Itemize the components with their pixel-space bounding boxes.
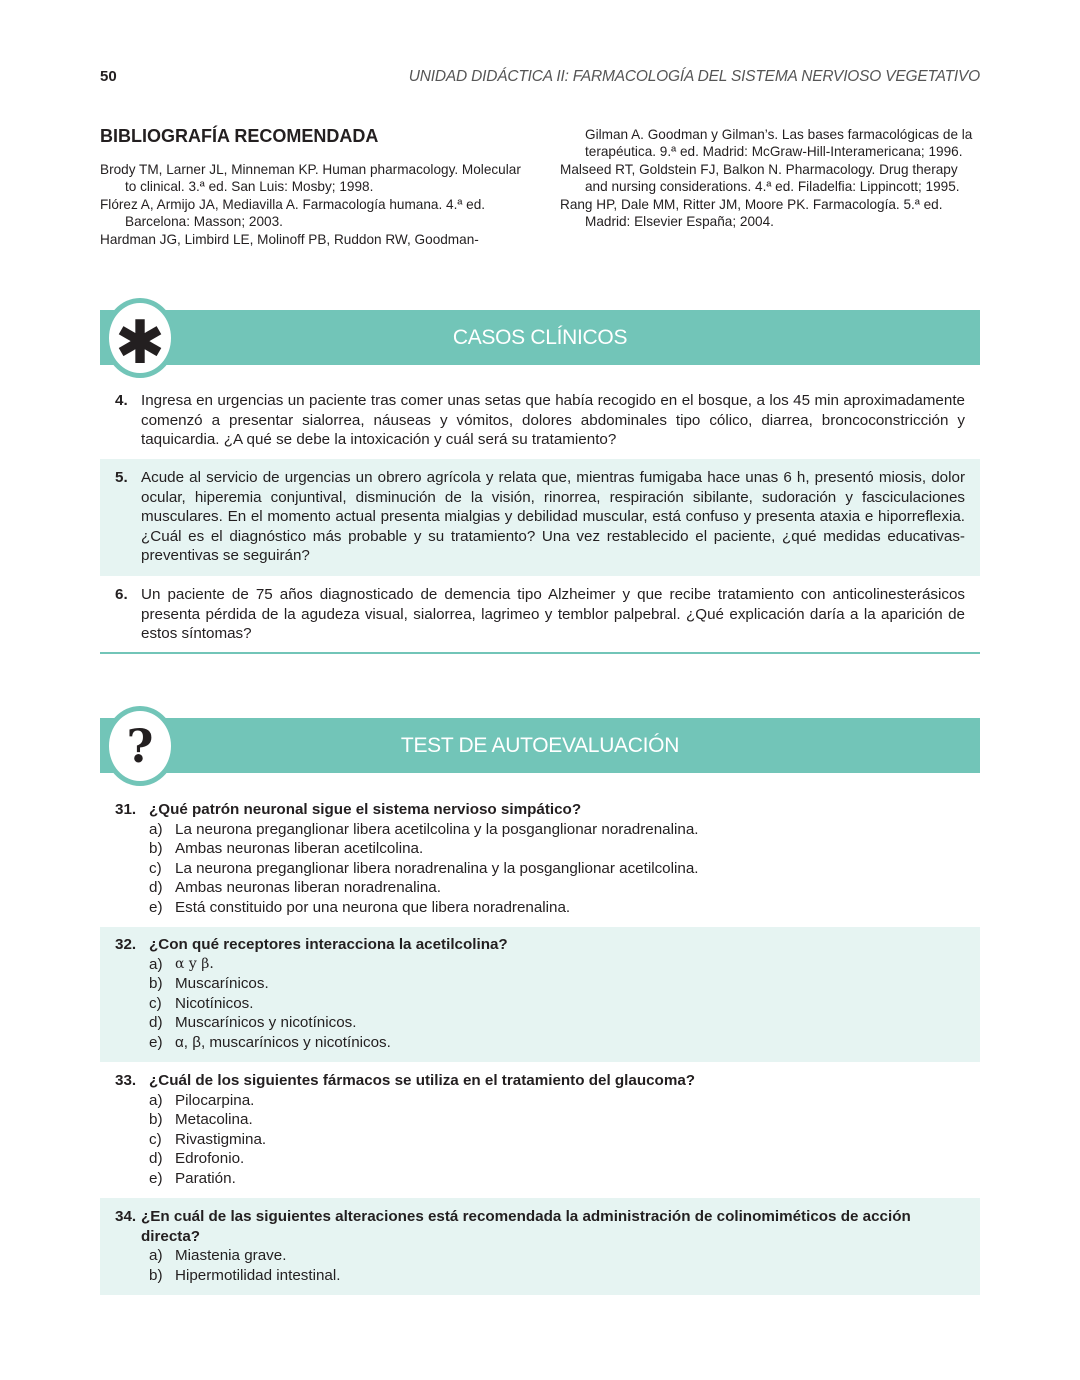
answer-option [100,898,980,918]
clinical-cases-title: CASOS CLÍNICOS [452,326,628,349]
option-letter: a) [149,820,163,838]
case-number: 4. [115,392,128,409]
option-letter: a) [149,955,163,973]
option-letter: d) [149,879,163,896]
test-question-32 [100,927,980,1062]
question-mark-icon: ? [126,719,154,773]
option-letter: b) [149,1111,163,1128]
answer-option [100,1169,980,1189]
answer-option [100,1033,980,1053]
answer-option [100,859,980,879]
option-text: La neurona preganglionar libera noradrenalina y la posganglionar acetilcolina. [175,859,699,877]
option-letter: c) [149,994,162,1012]
answer-option [100,839,980,859]
case-number: 5. [115,469,128,486]
answer-option [100,955,980,975]
running-header: UNIDAD DIDÁCTICA II: FARMACOLOGÍA DEL SISTEMA NERVIOSO VEGETATIVO [408,68,980,85]
option-letter: b) [149,1266,163,1284]
bibliography-entry: Gilman A. Goodman y Gilman’s. Las bases farmacológicas de la terapéutica. 9.ª ed. Madrid: McGraw-Hill-Interamericana; 1996. [585,127,973,160]
question-text: ¿En cuál de las siguientes alteraciones está recomendada la administración de colinomiméticos de acción directa? [141,1208,911,1245]
bibliography-title: BIBLIOGRAFÍA RECOMENDADA [100,126,379,146]
clinical-cases-badge [104,298,176,378]
case-text: Ingresa en urgencias un paciente tras comer unas setas que había recogido en el bosque, a los 45 min aproximadamente comenzó a presentar sialorrea, náuseas y vómitos, dolores abdominales tipo cólico, diarrea, broncoconstricción y taquicardia. ¿A qué se debe la intoxicación y cuál será su tratamiento? [141,392,965,448]
test-question-31 [100,800,980,917]
answer-option [100,1013,980,1033]
option-text: Rivastigmina. [175,1130,267,1148]
option-letter: a) [149,1247,163,1264]
test-question-34 [100,1198,980,1295]
bibliography-entry: Flórez A, Armijo JA, Mediavilla A. Farmacología humana. 4.ª ed. Barcelona: Masson; 2003. [100,196,486,230]
bibliography-left-column [100,161,524,248]
option-text: Pilocarpina. [175,1091,255,1109]
option-text: Nicotínicos. [175,994,254,1012]
option-text: Ambas neuronas liberan noradrenalina. [175,879,441,896]
test-question-33 [100,1071,980,1188]
case-number: 6. [115,586,128,603]
answer-option [100,1110,980,1130]
case-text: Un paciente de 75 años diagnosticado de demencia tipo Alzheimer y que recibe tratamiento con anticolinesterásicos presenta pérdida de la agudeza visual, sialorrea, lagrimeo y temblor palpebral. ¿Qué explicación daría a la aparición de estos síntomas? [141,586,965,642]
bibliography-entry: Hardman JG, Limbird LE, Molinoff PB, Ruddon RW, Goodman- [100,231,479,247]
clinical-cases-banner [100,310,980,365]
section-divider [100,652,980,654]
self-test-banner [100,718,980,773]
option-letter: b) [149,975,163,992]
option-text: Hipermotilidad intestinal. [175,1266,341,1284]
question-text: ¿Cuál de los siguientes fármacos se utiliza en el tratamiento del glaucoma? [149,1072,696,1089]
asterisk-icon: ✱ [114,308,166,378]
option-text: Metacolina. [175,1111,253,1128]
option-text: La neurona preganglionar libera acetilcolina y la posganglionar noradrenalina. [175,820,699,838]
question-text: ¿Qué patrón neuronal sigue el sistema nervioso simpático? [149,801,582,818]
option-text: α, β, muscarínicos y nicotínicos. [175,1033,391,1051]
bibliography-entry: Rang HP, Dale MM, Ritter JM, Moore PK. Farmacología. 5.ª ed. Madrid: Elsevier España; 2004. [560,196,943,230]
clinical-case-4 [100,391,980,450]
bibliography-entry: Brody TM, Larner JL, Minneman KP. Human pharmacology. Molecular to clinical. 3.ª ed. San Luis: Mosby; 1998. [100,162,521,195]
option-text: Está constituido por una neurona que libera noradrenalina. [175,898,571,916]
option-text: Miastenia grave. [175,1247,287,1264]
case-text: Acude al servicio de urgencias un obrero agrícola y relata que, mientras fumigaba hace unas 6 h, presentó miosis, dolor ocular, hiperemia conjuntival, disminución de la visión, rinorrea, respiración sibilante, sudoración y fasciculaciones musculares. En el momento actual presenta mialgias y debilidad muscular, está confuso y presenta ataxia e hiporreflexia. ¿Cuál es el diagnóstico más probable y su tratamiento? Una vez restablecido el paciente, ¿qué medidas educativas-preventivas se seguirán? [141,469,965,564]
option-text: Muscarínicos y nicotínicos. [175,1014,357,1031]
bibliography-right-column [560,126,984,230]
option-letter: e) [149,898,163,916]
question-number: 33. [115,1072,137,1089]
self-test-badge [104,706,176,786]
question-number: 32. [115,936,137,953]
answer-option [100,1091,980,1111]
option-text: α y β. [175,955,214,972]
answer-option [100,1246,980,1266]
answer-option [100,1149,980,1169]
answer-option [100,994,980,1014]
page-number: 50 [100,68,117,85]
option-letter: e) [149,1169,163,1187]
self-test-title: TEST DE AUTOEVALUACIÓN [400,734,680,757]
option-letter: c) [149,1130,162,1148]
question-text: ¿Con qué receptores interacciona la acetilcolina? [149,936,508,953]
option-letter: b) [149,840,163,857]
answer-option [100,820,980,840]
option-letter: a) [149,1091,163,1109]
answer-option [100,974,980,994]
answer-option [100,1266,980,1286]
option-letter: d) [149,1150,163,1167]
answer-option [100,1130,980,1150]
question-number: 31. [115,801,137,818]
clinical-case-6 [100,585,980,644]
option-letter: d) [149,1014,163,1031]
answer-option [100,878,980,898]
option-letter: e) [149,1033,163,1051]
option-text: Muscarínicos. [175,975,269,992]
option-text: Paratión. [175,1169,236,1187]
question-number: 34. [115,1208,137,1225]
bibliography-entry: Malseed RT, Goldstein FJ, Balkon N. Pharmacology. Drug therapy and nursing considerations. 4.ª ed. Filadelfia: Lippincott; 1995. [560,161,960,195]
option-text: Ambas neuronas liberan acetilcolina. [175,840,424,857]
option-letter: c) [149,859,162,877]
clinical-case-5 [100,459,980,576]
option-text: Edrofonio. [175,1150,245,1167]
